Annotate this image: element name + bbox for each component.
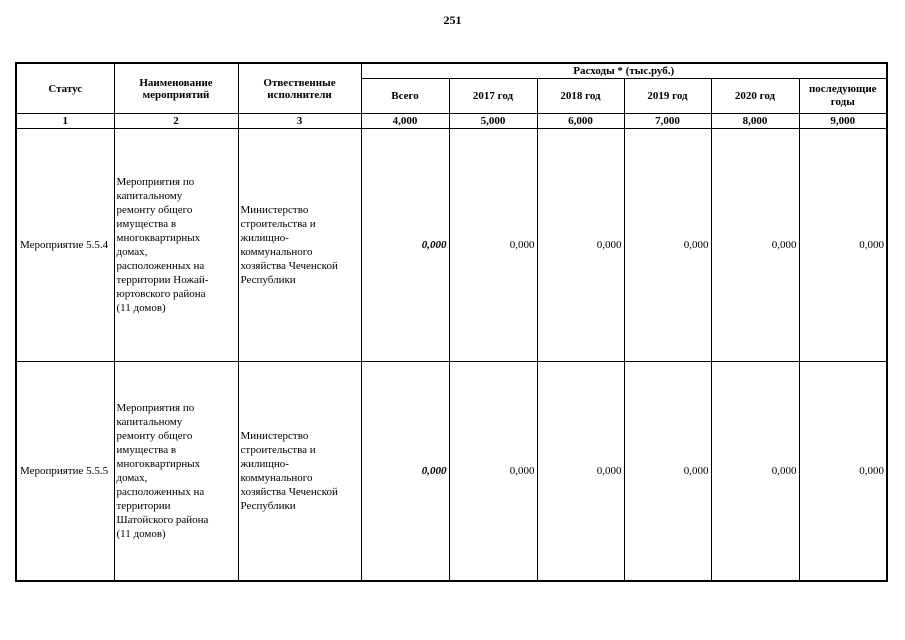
row-2020: 0,000 bbox=[711, 129, 799, 362]
row-total: 0,000 bbox=[361, 129, 449, 362]
column-number: 5,000 bbox=[449, 114, 537, 129]
header-2018: 2018 год bbox=[537, 79, 624, 114]
header-name: Наименование мероприятий bbox=[114, 63, 238, 114]
header-total: Всего bbox=[361, 79, 449, 114]
column-number: 9,000 bbox=[799, 114, 887, 129]
row-2018: 0,000 bbox=[537, 129, 624, 362]
column-number: 3 bbox=[238, 114, 361, 129]
row-status: Мероприятие 5.5.4 bbox=[16, 129, 114, 362]
header-executors: Отвественные исполнители bbox=[238, 63, 361, 114]
row-2019: 0,000 bbox=[624, 362, 711, 582]
header-2020: 2020 год bbox=[711, 79, 799, 114]
header-subsequent: последующие годы bbox=[808, 83, 877, 108]
row-status: Мероприятие 5.5.5 bbox=[16, 362, 114, 582]
header-subsequent-cell bbox=[799, 79, 887, 114]
column-number: 6,000 bbox=[537, 114, 624, 129]
row-subsequent: 0,000 bbox=[799, 362, 887, 582]
column-number: 8,000 bbox=[711, 114, 799, 129]
column-number: 4,000 bbox=[361, 114, 449, 129]
row-executors: Министерство строительства и жилищно- коммунального хозяйства Чеченской Республики bbox=[238, 362, 361, 582]
table-row bbox=[16, 362, 887, 582]
row-2019: 0,000 bbox=[624, 129, 711, 362]
column-number-row bbox=[16, 114, 887, 129]
row-name: Мероприятия по капитальному ремонту общего имущества в многоквартирных домах, расположенных на территории Шатойского района (11 домов) bbox=[114, 362, 238, 582]
header-expenses: Расходы * (тыс.руб.) bbox=[361, 63, 887, 79]
row-executors: Министерство строительства и жилищно- коммунального хозяйства Чеченской Республики bbox=[238, 129, 361, 362]
row-2020: 0,000 bbox=[711, 362, 799, 582]
row-subsequent: 0,000 bbox=[799, 129, 887, 362]
page-number: 251 bbox=[443, 13, 462, 27]
row-2018: 0,000 bbox=[537, 362, 624, 582]
column-number: 7,000 bbox=[624, 114, 711, 129]
row-2017: 0,000 bbox=[449, 129, 537, 362]
header-status: Статус bbox=[16, 63, 114, 114]
column-number: 1 bbox=[16, 114, 114, 129]
row-2017: 0,000 bbox=[449, 362, 537, 582]
header-2017: 2017 год bbox=[449, 79, 537, 114]
header-2019: 2019 год bbox=[624, 79, 711, 114]
table-row bbox=[16, 129, 887, 362]
expenses-table bbox=[15, 62, 888, 582]
row-total: 0,000 bbox=[361, 362, 449, 582]
row-name: Мероприятия по капитальному ремонту общего имущества в многоквартирных домах, расположенных на территории Ножай- юртовского района (11 домов) bbox=[114, 129, 238, 362]
column-number: 2 bbox=[114, 114, 238, 129]
